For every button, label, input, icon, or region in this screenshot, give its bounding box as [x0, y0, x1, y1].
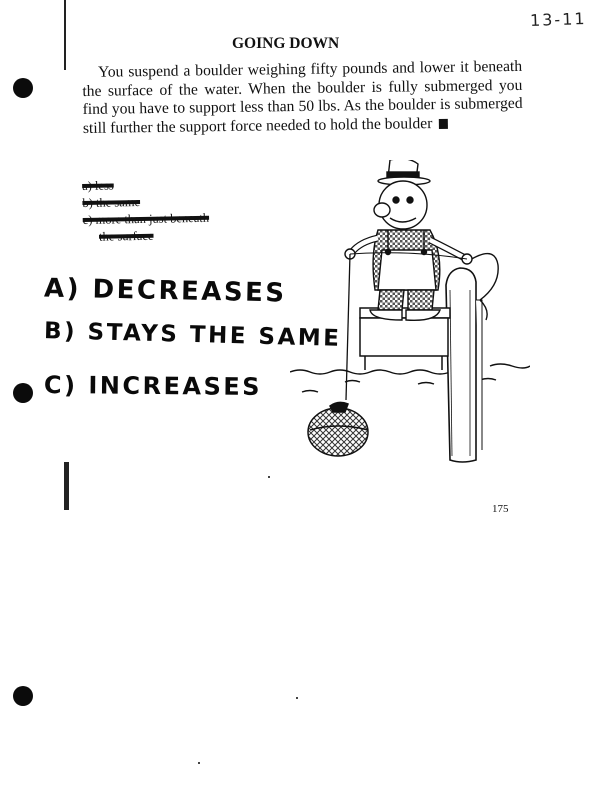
handwritten-option-c: C) INCREASES [43, 371, 263, 401]
man-holding-boulder-on-rope-illustration [290, 160, 530, 470]
illustration-svg [290, 160, 530, 470]
dock-planks [360, 308, 450, 370]
binder-hole-icon [13, 78, 33, 98]
margin-scan-line [64, 0, 66, 70]
page-id: 13-11 [529, 9, 587, 30]
struck-option-b: b) the same [82, 194, 141, 210]
boulder-in-net [308, 402, 368, 456]
page-number: 175 [492, 503, 509, 515]
struck-option-c: c) more than just beneath [82, 210, 210, 227]
page-title: GOING DOWN [232, 35, 340, 52]
scan-speck [198, 762, 200, 764]
margin-scan-mark [64, 462, 69, 510]
struck-option-c-cont: the surface [98, 228, 154, 244]
question-body: You suspend a boulder weighing fifty pounds and lower it beneath the surface of the water. When the boulder is fully submerged you find you have to support less than 50 lbs. As the boulder is submerged still further the support force needed to hold the boulder [82, 57, 523, 137]
struck-option-a: a) less [82, 178, 114, 193]
water-surface [290, 364, 530, 392]
answer-blank-mark [439, 118, 448, 128]
question-text [82, 58, 523, 138]
rope [346, 254, 350, 400]
binder-hole-icon [13, 686, 33, 706]
scan-speck [296, 697, 298, 699]
struck-out-options [82, 176, 210, 246]
handwritten-option-b: B) STAYS THE SAME [43, 318, 342, 352]
handwritten-option-a: A) DECREASES [43, 273, 287, 309]
dock-post [446, 268, 482, 462]
scan-speck [268, 476, 270, 478]
binder-hole-icon [13, 383, 33, 403]
